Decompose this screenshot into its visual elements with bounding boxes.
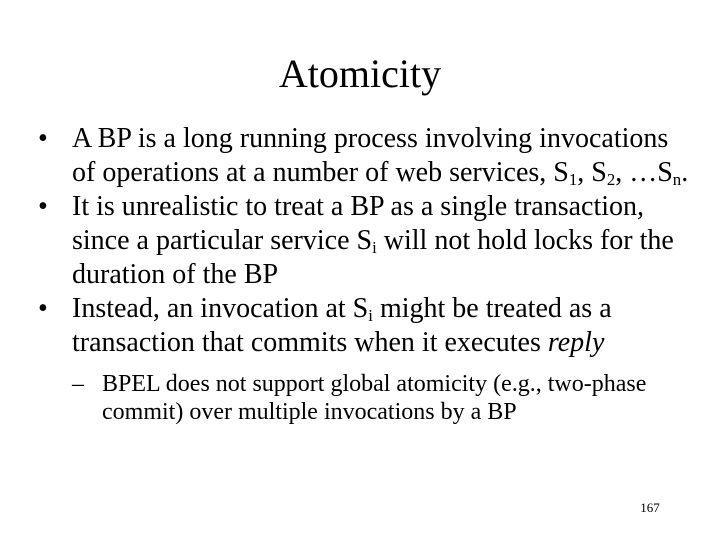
- bullet-item-2: [38, 190, 698, 292]
- page-number: 167: [640, 500, 660, 515]
- slide-title: Atomicity: [278, 51, 442, 96]
- bullet-item-1: [38, 122, 698, 190]
- bullet-marker: •: [38, 191, 48, 222]
- subscript: 2: [606, 170, 616, 190]
- subscript: n: [672, 170, 682, 190]
- sub-bullet-text: BPEL does not support global atomicity (e.g., two-phase commit) over multiple invocations by a BP: [102, 371, 647, 425]
- bullet-marker: •: [38, 123, 48, 154]
- subscript: i: [372, 238, 377, 258]
- subscript: i: [368, 306, 373, 326]
- bullet-text: A BP is a long running process involving invocations of operations at a number of web services, S: [72, 123, 669, 188]
- bullet-list: [38, 122, 698, 426]
- bullet-text: It is unrealistic to treat a BP as a single transaction, since a particular service S: [72, 191, 645, 256]
- bullet-text: , S: [577, 157, 607, 188]
- bullet-marker: •: [38, 293, 48, 324]
- bullet-item-3: [38, 292, 698, 360]
- subscript: 1: [568, 170, 578, 190]
- sub-bullet-item: [72, 370, 712, 426]
- emphasis-text: reply: [547, 327, 605, 358]
- bullet-text: , …S: [615, 157, 673, 188]
- bullet-text: will not hold locks for the duration of the BP: [72, 225, 674, 290]
- bullet-text: .: [681, 157, 689, 188]
- bullet-text: Instead, an invocation at S: [72, 293, 369, 324]
- sub-bullet-marker: –: [72, 371, 84, 397]
- bullet-text: might be treated as a transaction that commits when it executes: [72, 293, 612, 358]
